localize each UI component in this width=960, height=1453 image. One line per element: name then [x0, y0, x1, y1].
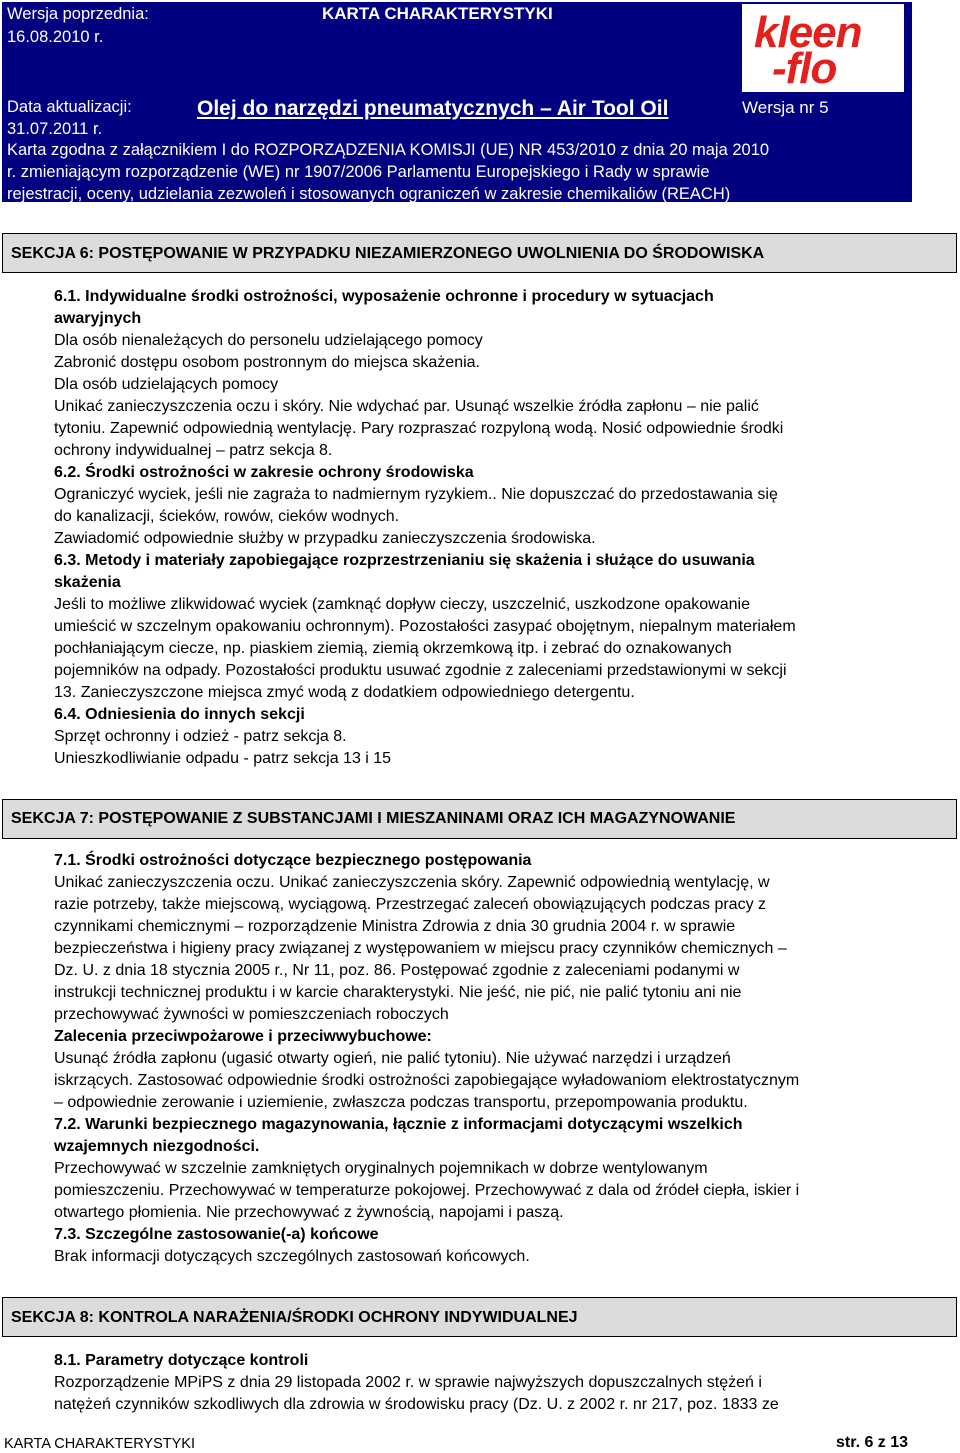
paragraph-line: pochłaniającym ciecze, np. piaskiem ziemią, ziemią okrzemkową itp. i zebrać do oznakowanych [54, 640, 732, 657]
subsection-heading: 7.2. Warunki bezpiecznego magazynowania, łącznie z informacjami dotyczącymi wszelkich [54, 1116, 743, 1133]
paragraph-line: Dla osób udzielających pomocy [54, 376, 279, 393]
section-6-header [2, 233, 957, 273]
section-7-title: SEKCJA 7: POSTĘPOWANIE Z SUBSTANCJAMI I MIESZANINAMI ORAZ ICH MAGAZYNOWANIE [11, 810, 736, 827]
logo-text-top: kleen [754, 8, 862, 57]
footer-page-number: str. 6 z 13 [836, 1434, 909, 1451]
subsection-heading: 7.1. Środki ostrożności dotyczące bezpiecznego postępowania [54, 852, 532, 869]
regulation-line-2: r. zmieniającym rozporządzenie (WE) nr 1907/2006 Parlamentu Europejskiego i Rady w sprawie [7, 163, 710, 181]
paragraph-line: 13. Zanieczyszczone miejsca zmyć wodą z dodatkiem odpowiedniego detergentu. [54, 684, 635, 701]
update-date: 31.07.2011 r. [7, 120, 103, 138]
paragraph-line: bezpieczeństwa i higieny pracy związanej z występowaniem w miejscu pracy czynników chemicznych – [54, 940, 787, 957]
paragraph-line: Zabronić dostępu osobom postronnym do miejsca skażenia. [54, 354, 480, 371]
previous-version-label: Wersja poprzednia: [7, 5, 149, 23]
paragraph-line: Jeśli to możliwe zlikwidować wyciek (zamknąć dopływ cieczy, uszczelnić, uszkodzone opakowanie [54, 596, 750, 613]
paragraph-line: – odpowiednie zerowanie i uziemienie, zwłaszcza podczas transportu, przepompowania produktu. [54, 1094, 748, 1111]
paragraph-line: Brak informacji dotyczących szczególnych zastosowań końcowych. [54, 1248, 530, 1265]
section-8-content [54, 1350, 934, 1416]
paragraph-line: Sprzęt ochronny i odzież - patrz sekcja 8. [54, 728, 347, 745]
subsection-heading: 8.1. Parametry dotyczące kontroli [54, 1352, 309, 1369]
paragraph-line: Dz. U. z dnia 18 stycznia 2005 r., Nr 11, poz. 86. Postępować zgodnie z zaleceniami podanymi w [54, 962, 740, 979]
subsection-heading: 6.3. Metody i materiały zapobiegające rozprzestrzenianiu się skażenia i służące do usuwania [54, 552, 755, 569]
product-name: Olej do narzędzi pneumatycznych – Air Tool Oil [197, 97, 669, 120]
section-7-content [54, 850, 934, 1268]
paragraph-line: Unieszkodliwianie odpadu - patrz sekcja 13 i 15 [54, 750, 392, 767]
document-title: KARTA CHARAKTERYSTYKI [322, 4, 553, 23]
paragraph-line: Rozporządzenie MPiPS z dnia 29 listopada 2002 r. w sprawie najwyższych dopuszczalnych stężeń i [54, 1374, 762, 1391]
paragraph-line: razie potrzeby, także miejscową, wyciągową. Przestrzegać zaleceń obowiązujących podczas pracy z [54, 896, 767, 913]
paragraph-line: instrukcji technicznej produktu i w karcie charakterystyki. Nie jeść, nie pić, nie palić tytoniu ani nie [54, 984, 742, 1001]
paragraph-line: do kanalizacji, ścieków, rowów, cieków wodnych. [54, 508, 400, 525]
paragraph-line: Unikać zanieczyszczenia oczu i skóry. Nie wdychać par. Usunąć wszelkie źródła zapłonu – nie palić [54, 398, 759, 415]
paragraph-line: przechowywać żywności w pomieszczeniach roboczych [54, 1006, 449, 1023]
subsection-heading: 6.2. Środki ostrożności w zakresie ochrony środowiska [54, 464, 474, 481]
paragraph-line: natężeń czynników szkodliwych dla zdrowia w środowisku pracy (Dz. U. z 2002 r. nr 217, poz. 1833 ze [54, 1396, 779, 1413]
footer-document-name: KARTA CHARAKTERYSTYKI [4, 1436, 195, 1452]
paragraph-line: tytoniu. Zapewnić odpowiednią wentylację. Pary rozpraszać rozpyloną wodą. Nosić odpowiednie środki [54, 420, 784, 437]
paragraph-line: Unikać zanieczyszczenia oczu. Unikać zanieczyszczenia skóry. Zapewnić odpowiednią wentylację, w [54, 874, 770, 891]
previous-version-date: 16.08.2010 r. [7, 28, 104, 46]
subsection-heading: Zalecenia przeciwpożarowe i przeciwwybuchowe: [54, 1028, 432, 1045]
paragraph-line: iskrzących. Zastosować odpowiednie środki ostrożności zapobiegające wyładowaniom elektrostatycznym [54, 1072, 800, 1089]
subsection-heading: awaryjnych [54, 310, 142, 327]
paragraph-line: czynnikami chemicznymi – rozporządzenie Ministra Zdrowia z dnia 30 grudnia 2004 r. w sprawie [54, 918, 736, 935]
subsection-heading: 7.3. Szczególne zastosowanie(-a) końcowe [54, 1226, 379, 1243]
paragraph-line: otwartego płomienia. Nie przechowywać z żywnością, napojami i paszą. [54, 1204, 564, 1221]
paragraph-line: Dla osób nienależących do personelu udzielającego pomocy [54, 332, 483, 349]
section-6-content [54, 286, 934, 770]
section-7-header [2, 799, 957, 839]
section-8-header [2, 1297, 957, 1337]
paragraph-line: Przechowywać w szczelnie zamkniętych oryginalnych pojemnikach w dobrze wentylowanym [54, 1160, 708, 1177]
paragraph-line: pojemników na odpady. Pozostałości produktu usuwać zgodnie z zaleceniami przedstawionymi w sekcji [54, 662, 787, 679]
section-8-title: SEKCJA 8: KONTROLA NARAŻENIA/ŚRODKI OCHRONY INDYWIDUALNEJ [11, 1309, 578, 1326]
paragraph-line: Zawiadomić odpowiednie służby w przypadku zanieczyszczenia środowiska. [54, 530, 596, 547]
subsection-heading: skażenia [54, 574, 121, 591]
kleen-flo-logo [742, 4, 904, 92]
paragraph-line: umieścić w szczelnym opakowaniu ochronnym). Pozostałości zasypać obojętnym, niepalnym materiałem [54, 618, 796, 635]
paragraph-line: Ograniczyć wyciek, jeśli nie zagraża to nadmiernym ryzykiem.. Nie dopuszczać do przedostawania się [54, 486, 778, 503]
section-6-title: SEKCJA 6: POSTĘPOWANIE W PRZYPADKU NIEZAMIERZONEGO UWOLNIENIA DO ŚRODOWISKA [11, 245, 765, 262]
regulation-line-3: rejestracji, oceny, udzielania zezwoleń i stosowanych ograniczeń w zakresie chemikaliów (REACH) [7, 185, 731, 203]
subsection-heading: 6.1. Indywidualne środki ostrożności, wyposażenie ochronne i procedury w sytuacjach [54, 288, 714, 305]
regulation-line-1: Karta zgodna z załącznikiem I do ROZPORZĄDZENIA KOMISJI (UE) NR 453/2010 z dnia 20 maja 2010 [7, 141, 770, 159]
subsection-heading: 6.4. Odniesienia do innych sekcji [54, 706, 305, 723]
logo-text-bottom: -flo [772, 44, 837, 93]
paragraph-line: ochrony indywidualnej – patrz sekcja 8. [54, 442, 333, 459]
subsection-heading: wzajemnych niezgodności. [54, 1138, 260, 1155]
update-date-label: Data aktualizacji: [7, 98, 132, 116]
paragraph-line: pomieszczeniu. Przechowywać w temperaturze pokojowej. Przechowywać z dala od źródeł ciepła, iskier i [54, 1182, 800, 1199]
paragraph-line: Usunąć źródła zapłonu (ugasić otwarty ogień, nie palić tytoniu). Nie używać narzędzi i urządzeń [54, 1050, 731, 1067]
document-header [2, 2, 912, 202]
version-number: Wersja nr 5 [742, 98, 829, 117]
